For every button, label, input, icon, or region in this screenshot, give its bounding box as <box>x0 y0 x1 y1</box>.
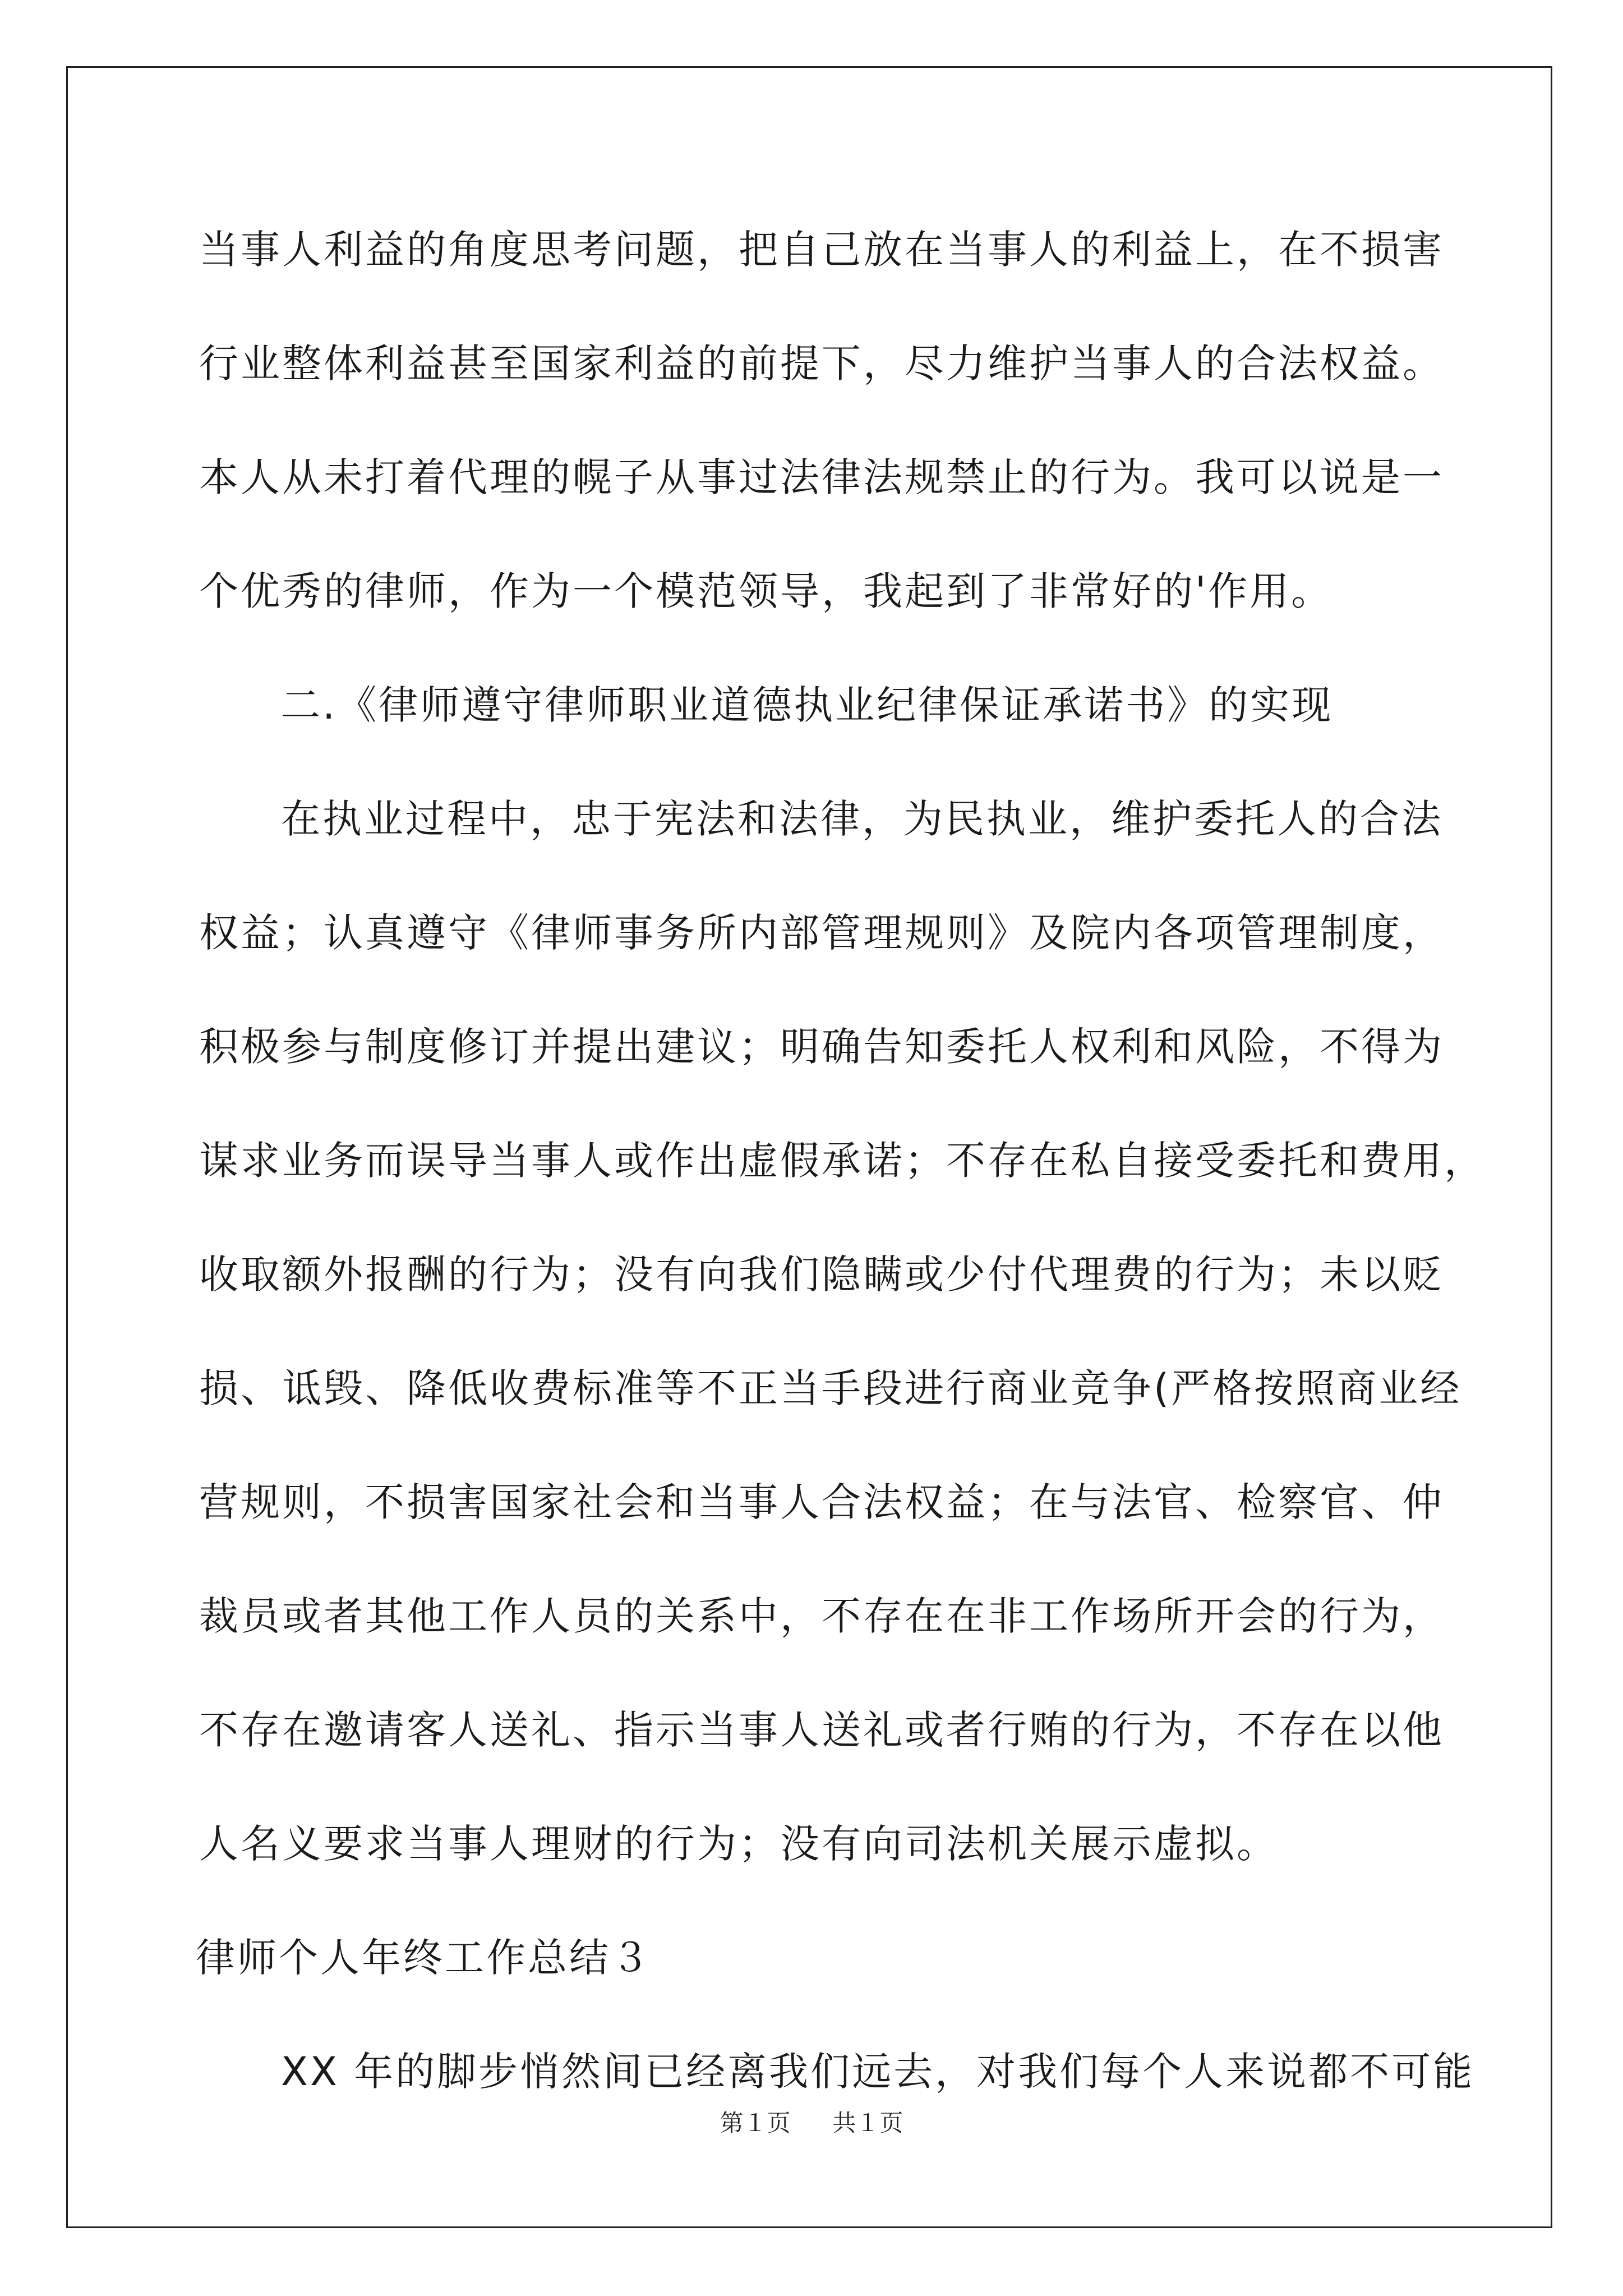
body-line: 裁员或者其他工作人员的关系中，不存在在非工作场所开会的行为， <box>199 1593 1444 1639</box>
body-line: 收取额外报酬的行为；没有向我们隐瞒或少付代理费的行为；未以贬 <box>199 1251 1444 1297</box>
body-line: 行业整体利益甚至国家利益的前提下，尽力维护当事人的合法权益。 <box>199 341 1444 386</box>
body-line: 损、诋毁、降低收费标准等不正当手段进行商业竞争(严格按照商业经 <box>199 1365 1462 1411</box>
body-line: 权益；认真遵守《律师事务所内部管理规则》及院内各项管理制度， <box>199 910 1444 956</box>
section-subheading: 二.《律师遵守律师职业道德执业纪律保证承诺书》的实现 <box>281 682 1334 728</box>
body-line: 积极参与制度修订并提出建议；明确告知委托人权利和风险，不得为 <box>199 1024 1444 1070</box>
paragraph-first-line: 在执业过程中，忠于宪法和法律，为民执业，维护委托人的合法 <box>281 796 1443 842</box>
body-line: 不存在邀请客人送礼、指示当事人送礼或者行贿的行为，不存在以他 <box>199 1707 1444 1753</box>
body-line: 本人从未打着代理的幌子从事过法律法规禁止的行为。我可以说是一 <box>199 454 1444 500</box>
page-number: 第１页 <box>720 2109 791 2137</box>
body-line: 当事人利益的角度思考问题，把自己放在当事人的利益上，在不损害 <box>199 227 1444 273</box>
body-line: 个优秀的律师，作为一个模范领导，我起到了非常好的'作用。 <box>199 568 1333 614</box>
body-line: 人名义要求当事人理财的行为；没有向司法机关展示虚拟。 <box>199 1821 1278 1867</box>
section-heading: 律师个人年终工作总结３ <box>196 1935 652 1981</box>
page-total: 共１页 <box>832 2109 903 2137</box>
body-line: 谋求业务而误导当事人或作出虚假承诺；不存在私自接受委托和费用， <box>199 1138 1486 1184</box>
document-body <box>196 210 1486 2146</box>
page-footer <box>0 2105 1623 2138</box>
body-line: 营规则，不损害国家社会和当事人合法权益；在与法官、检察官、仲 <box>199 1479 1444 1525</box>
paragraph-first-line: XX 年的脚步悄然间已经离我们远去，对我们每个人来说都不可能 <box>281 2049 1475 2095</box>
